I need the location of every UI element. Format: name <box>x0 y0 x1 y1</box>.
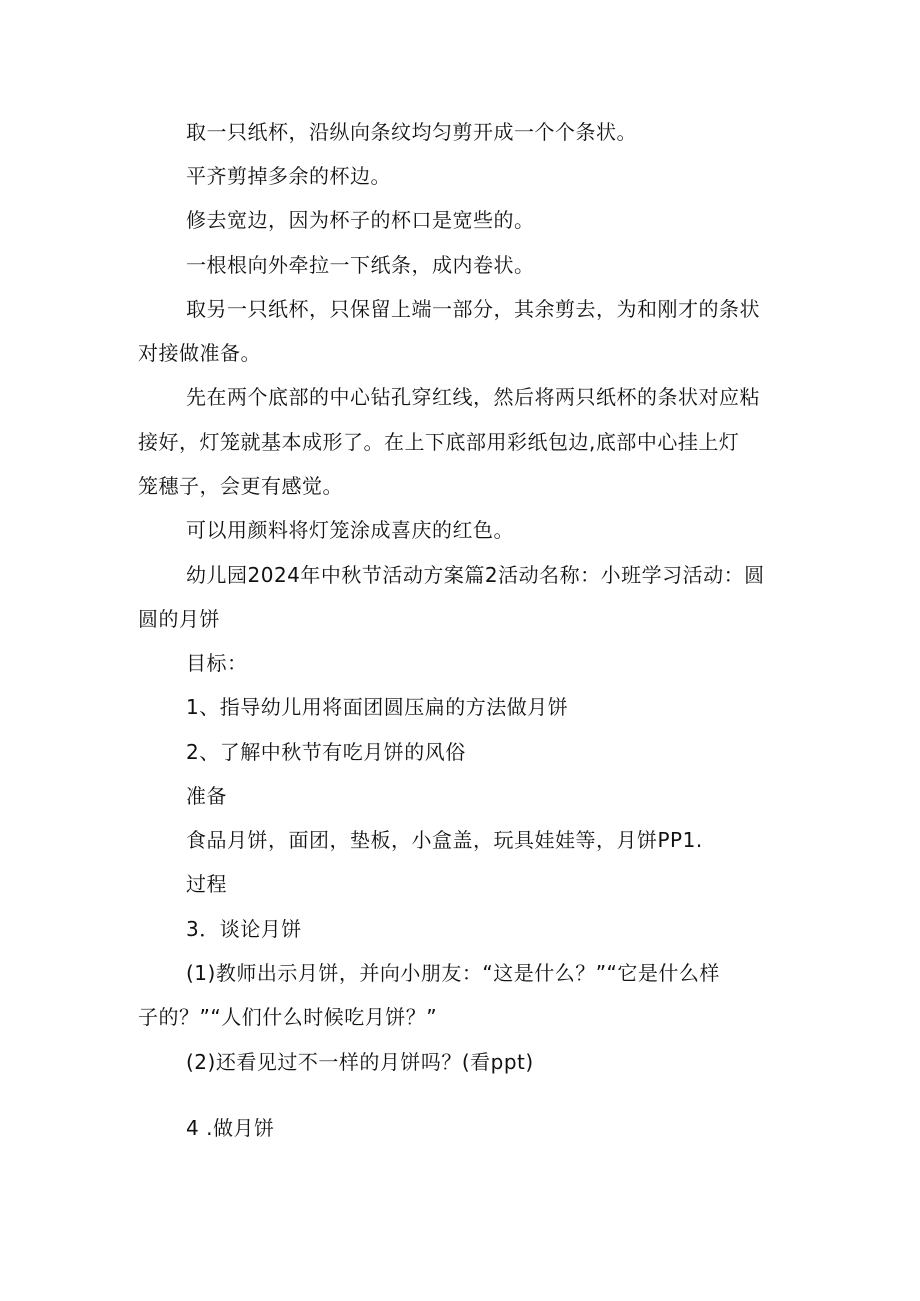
paragraph-line: 笼穗子，会更有感觉。 <box>138 474 343 498</box>
paragraph-line: (1)教师出示月饼，并向小朋友：“这是什么？”“它是什么样 <box>186 961 720 985</box>
paragraph-line: 子的？”“人们什么时候吃月饼？” <box>138 1005 438 1029</box>
paragraph-line: (2)还看见过不一样的月饼吗？(看ppt) <box>186 1050 534 1074</box>
paragraph-line: 对接做准备。 <box>138 341 261 365</box>
paragraph-line: 取另一只纸杯，只保留上端一部分，其余剪去，为和刚才的条状 <box>186 297 760 321</box>
list-item: 3．谈论月饼 <box>186 917 302 941</box>
section-heading-line: 幼儿园2024年中秋节活动方案篇2活动名称：小班学习活动：圆 <box>186 563 765 587</box>
paragraph-line: 平齐剪掉多余的杯边。 <box>186 164 391 188</box>
heading-preparation: 准备 <box>186 784 227 808</box>
paragraph-line: 接好，灯笼就基本成形了。在上下底部用彩纸包边,底部中心挂上灯 <box>138 430 740 454</box>
list-item: 2、了解中秋节有吃月饼的风俗 <box>186 740 466 764</box>
paragraph-line: 可以用颜料将灯笼涂成喜庆的红色。 <box>186 518 514 542</box>
list-item: 4 .做月饼 <box>186 1116 275 1140</box>
paragraph-line: 取一只纸杯，沿纵向条纹均匀剪开成一个个条状。 <box>186 120 637 144</box>
paragraph-line: 食品月饼，面团，垫板，小盒盖，玩具娃娃等，月饼PP1. <box>186 828 703 852</box>
list-item: 1、指导幼儿用将面团圆压扁的方法做月饼 <box>186 695 569 719</box>
heading-goals: 目标： <box>186 651 248 675</box>
paragraph-line: 一根根向外牵拉一下纸条，成内卷状。 <box>186 253 535 277</box>
section-heading-line: 圆的月饼 <box>138 607 220 631</box>
heading-process: 过程 <box>186 872 227 896</box>
paragraph-line: 先在两个底部的中心钻孔穿红线，然后将两只纸杯的条状对应粘 <box>186 385 760 409</box>
paragraph-line: 修去宽边，因为杯子的杯口是宽些的。 <box>186 208 535 232</box>
